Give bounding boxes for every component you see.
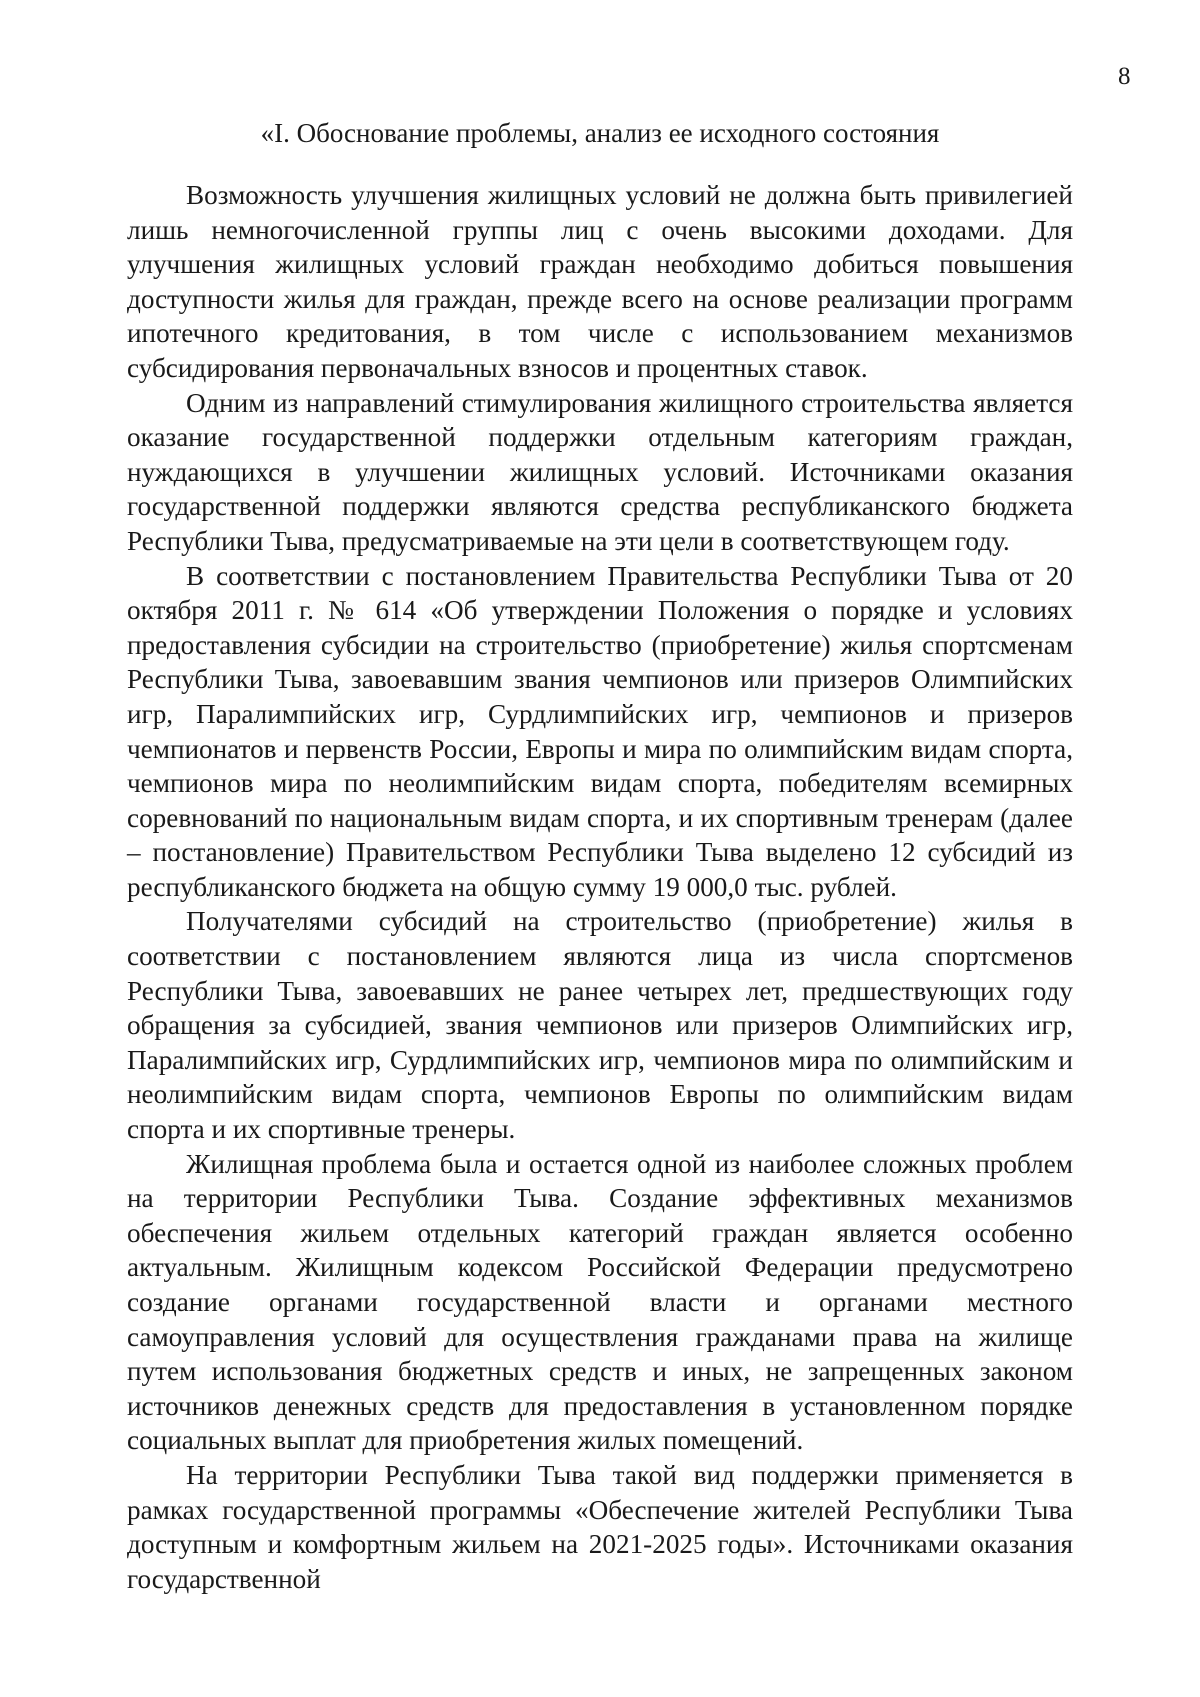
paragraph: В соответствии с постановлением Правительства Республики Тыва от 20 октября 2011 г. № 614 «Об утверждении Положения о порядке и условиях предоставления субсидии на строительство (приобретение) жилья спортсменам Республики Тыва, завоевавшим звания чемпионов или призеров Олимпийских игр, Паралимпийских игр, Сурдлимпийских игр, чемпионов и призеров чемпионатов и первенств России, Европы и мира по олимпийским видам спорта, чемпионов мира по неолимпийским видам спорта, победителям всемирных соревнований по национальным видам спорта, и их спортивным тренерам (далее – постановление) Правительством Республики Тыва выделено 12 субсидий из республиканского бюджета на общую сумму 19 000,0 тыс. рублей.	[127, 560, 1073, 902]
page-number: 8	[1118, 63, 1131, 90]
paragraph: На территории Республики Тыва такой вид поддержки применяется в рамках государственной программы «Обеспечение жителей Республики Тыва доступным и комфортным жильем на 2021-2025 годы». Источниками оказания государственной	[127, 1459, 1073, 1594]
paragraph: Возможность улучшения жилищных условий не должна быть привилегией лишь немногочисленной группы лиц с очень высокими доходами. Для улучшения жилищных условий граждан необходимо добиться повышения доступности жилья для граждан, прежде всего на основе реализации программ ипотечного кредитования, в том числе с использованием механизмов субсидирования первоначальных взносов и процентных ставок.	[127, 180, 1073, 383]
section-heading: «I. Обоснование проблемы, анализ ее исходного состояния	[260, 118, 940, 148]
paragraph: Получателями субсидий на строительство (приобретение) жилья в соответствии с постановлением являются лица из числа спортсменов Республики Тыва, завоевавших не ранее четырех лет, предшествующих году обращения за субсидией, звания чемпионов или призеров Олимпийских игр, Паралимпийских игр, Сурдлимпийских игр, чемпионов мира по олимпийским и неолимпийским видам спорта, чемпионов Европы по олимпийским видам спорта и их спортивные тренеры.	[127, 906, 1073, 1145]
paragraph: Жилищная проблема была и остается одной из наиболее сложных проблем на территории Республики Тыва. Создание эффективных механизмов обеспечения жильем отдельных категорий граждан является особенно актуальным. Жилищным кодексом Российской Федерации предусмотрено создание органами государственной власти и органами местного самоуправления условий для осуществления гражданами права на жилище путем использования бюджетных средств и иных, не запрещенных законом источников денежных средств для предоставления в установленном порядке социальных выплат для приобретения жилых помещений.	[127, 1148, 1073, 1456]
body-text	[127, 178, 1073, 1596]
paragraph: Одним из направлений стимулирования жилищного строительства является оказание государственной поддержки отдельным категориям граждан, нуждающихся в улучшении жилищных условий. Источниками оказания государственной поддержки являются средства республиканского бюджета Республики Тыва, предусматриваемые на эти цели в соответствующем году.	[127, 387, 1073, 556]
